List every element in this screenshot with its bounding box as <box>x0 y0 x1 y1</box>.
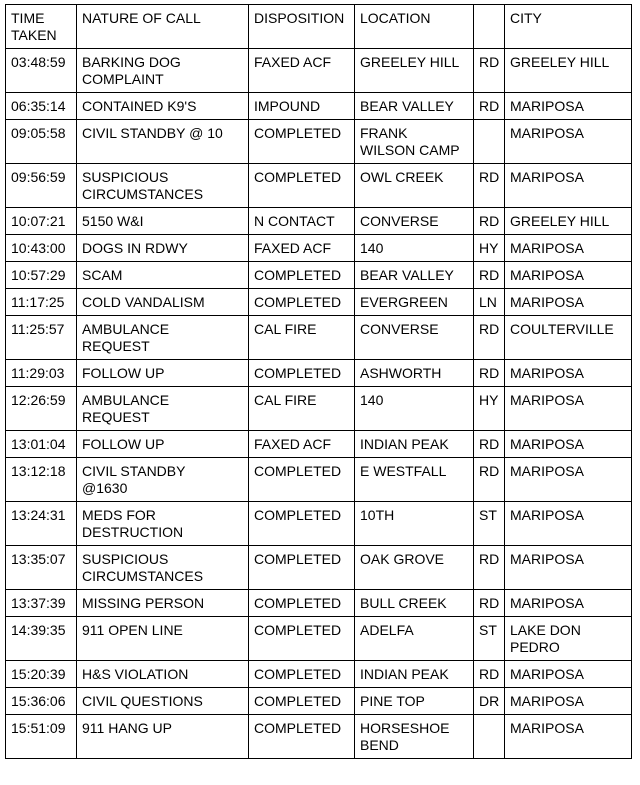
cell-location: GREELEY HILL <box>355 49 474 93</box>
cell-nature-of-call: CONTAINED K9'S <box>77 93 249 120</box>
cell-nature-of-call: FOLLOW UP <box>77 431 249 458</box>
table-header <box>6 5 632 49</box>
cell-street-suffix <box>474 715 505 759</box>
table-row <box>6 502 632 546</box>
cell-street-suffix: RD <box>474 431 505 458</box>
cell-time-taken: 11:17:25 <box>6 289 77 316</box>
cell-disposition: COMPLETED <box>249 458 355 502</box>
cell-location: BEAR VALLEY <box>355 262 474 289</box>
cell-nature-of-call: COLD VANDALISM <box>77 289 249 316</box>
cell-nature-of-call: DOGS IN RDWY <box>77 235 249 262</box>
cell-street-suffix: ST <box>474 502 505 546</box>
cell-disposition: COMPLETED <box>249 120 355 164</box>
cell-location: CONVERSE <box>355 316 474 360</box>
table-body <box>6 49 632 759</box>
cell-time-taken: 15:36:06 <box>6 688 77 715</box>
cell-nature-of-call: AMBULANCE REQUEST <box>77 387 249 431</box>
cell-city: MARIPOSA <box>505 546 632 590</box>
table-row <box>6 262 632 289</box>
table-row <box>6 316 632 360</box>
cell-nature-of-call: 911 HANG UP <box>77 715 249 759</box>
cell-street-suffix: RD <box>474 164 505 208</box>
cell-street-suffix: HY <box>474 387 505 431</box>
cell-location: INDIAN PEAK <box>355 431 474 458</box>
cell-time-taken: 13:24:31 <box>6 502 77 546</box>
cell-street-suffix: RD <box>474 49 505 93</box>
cell-disposition: COMPLETED <box>249 502 355 546</box>
cell-nature-of-call: SCAM <box>77 262 249 289</box>
cell-disposition: FAXED ACF <box>249 431 355 458</box>
header-location: LOCATION <box>355 5 474 49</box>
cell-location: PINE TOP <box>355 688 474 715</box>
table-row <box>6 688 632 715</box>
cell-time-taken: 13:12:18 <box>6 458 77 502</box>
cell-street-suffix: RD <box>474 546 505 590</box>
cell-nature-of-call: AMBULANCE REQUEST <box>77 316 249 360</box>
cell-disposition: COMPLETED <box>249 289 355 316</box>
cell-location: BULL CREEK <box>355 590 474 617</box>
cell-city: MARIPOSA <box>505 688 632 715</box>
cell-location: FRANK WILSON CAMP <box>355 120 474 164</box>
cell-street-suffix: ST <box>474 617 505 661</box>
cell-time-taken: 03:48:59 <box>6 49 77 93</box>
call-log-table <box>5 4 632 759</box>
cell-disposition: IMPOUND <box>249 93 355 120</box>
cell-nature-of-call: 911 OPEN LINE <box>77 617 249 661</box>
cell-location: ASHWORTH <box>355 360 474 387</box>
table-row <box>6 235 632 262</box>
cell-city: LAKE DON PEDRO <box>505 617 632 661</box>
cell-street-suffix: DR <box>474 688 505 715</box>
cell-city: MARIPOSA <box>505 120 632 164</box>
cell-city: MARIPOSA <box>505 661 632 688</box>
cell-disposition: COMPLETED <box>249 617 355 661</box>
cell-city: MARIPOSA <box>505 715 632 759</box>
cell-time-taken: 13:01:04 <box>6 431 77 458</box>
cell-city: MARIPOSA <box>505 590 632 617</box>
cell-nature-of-call: CIVIL QUESTIONS <box>77 688 249 715</box>
cell-location: EVERGREEN <box>355 289 474 316</box>
cell-street-suffix: RD <box>474 360 505 387</box>
cell-city: MARIPOSA <box>505 164 632 208</box>
cell-location: CONVERSE <box>355 208 474 235</box>
cell-disposition: COMPLETED <box>249 546 355 590</box>
cell-city: MARIPOSA <box>505 502 632 546</box>
table-row <box>6 715 632 759</box>
cell-disposition: FAXED ACF <box>249 235 355 262</box>
cell-time-taken: 11:29:03 <box>6 360 77 387</box>
cell-city: MARIPOSA <box>505 93 632 120</box>
cell-street-suffix: RD <box>474 93 505 120</box>
cell-city: MARIPOSA <box>505 387 632 431</box>
table-row <box>6 387 632 431</box>
cell-street-suffix: HY <box>474 235 505 262</box>
cell-nature-of-call: H&S VIOLATION <box>77 661 249 688</box>
cell-time-taken: 14:39:35 <box>6 617 77 661</box>
cell-disposition: CAL FIRE <box>249 387 355 431</box>
cell-street-suffix <box>474 120 505 164</box>
cell-nature-of-call: MISSING PERSON <box>77 590 249 617</box>
cell-city: MARIPOSA <box>505 289 632 316</box>
cell-location: 140 <box>355 387 474 431</box>
cell-location: OWL CREEK <box>355 164 474 208</box>
table-row <box>6 93 632 120</box>
cell-time-taken: 09:05:58 <box>6 120 77 164</box>
header-disposition: DISPOSITION <box>249 5 355 49</box>
table-row <box>6 164 632 208</box>
cell-location: INDIAN PEAK <box>355 661 474 688</box>
cell-city: COULTERVILLE <box>505 316 632 360</box>
header-nature-of-call: NATURE OF CALL <box>77 5 249 49</box>
header-city: CITY <box>505 5 632 49</box>
cell-time-taken: 10:07:21 <box>6 208 77 235</box>
cell-time-taken: 11:25:57 <box>6 316 77 360</box>
cell-disposition: COMPLETED <box>249 262 355 289</box>
header-row <box>6 5 632 49</box>
cell-time-taken: 15:20:39 <box>6 661 77 688</box>
header-time-taken: TIME TAKEN <box>6 5 77 49</box>
cell-disposition: CAL FIRE <box>249 316 355 360</box>
cell-street-suffix: LN <box>474 289 505 316</box>
cell-disposition: COMPLETED <box>249 688 355 715</box>
cell-city: MARIPOSA <box>505 458 632 502</box>
cell-nature-of-call: MEDS FOR DESTRUCTION <box>77 502 249 546</box>
table-row <box>6 431 632 458</box>
cell-city: MARIPOSA <box>505 235 632 262</box>
cell-time-taken: 12:26:59 <box>6 387 77 431</box>
cell-time-taken: 06:35:14 <box>6 93 77 120</box>
cell-time-taken: 15:51:09 <box>6 715 77 759</box>
cell-location: 140 <box>355 235 474 262</box>
table-row <box>6 289 632 316</box>
cell-location: BEAR VALLEY <box>355 93 474 120</box>
table-row <box>6 661 632 688</box>
cell-street-suffix: RD <box>474 316 505 360</box>
cell-street-suffix: RD <box>474 458 505 502</box>
cell-city: MARIPOSA <box>505 431 632 458</box>
cell-city: MARIPOSA <box>505 262 632 289</box>
cell-location: 10TH <box>355 502 474 546</box>
cell-city: MARIPOSA <box>505 360 632 387</box>
cell-city: GREELEY HILL <box>505 49 632 93</box>
cell-disposition: COMPLETED <box>249 164 355 208</box>
table-row <box>6 120 632 164</box>
cell-disposition: COMPLETED <box>249 590 355 617</box>
cell-city: GREELEY HILL <box>505 208 632 235</box>
cell-time-taken: 09:56:59 <box>6 164 77 208</box>
cell-street-suffix: RD <box>474 661 505 688</box>
cell-time-taken: 10:57:29 <box>6 262 77 289</box>
cell-disposition: COMPLETED <box>249 661 355 688</box>
table-row <box>6 458 632 502</box>
cell-location: ADELFA <box>355 617 474 661</box>
cell-street-suffix: RD <box>474 262 505 289</box>
cell-nature-of-call: 5150 W&I <box>77 208 249 235</box>
cell-disposition: N CONTACT <box>249 208 355 235</box>
cell-street-suffix: RD <box>474 208 505 235</box>
cell-time-taken: 13:35:07 <box>6 546 77 590</box>
table-row <box>6 208 632 235</box>
table-row <box>6 49 632 93</box>
cell-time-taken: 13:37:39 <box>6 590 77 617</box>
table-row <box>6 546 632 590</box>
cell-nature-of-call: BARKING DOG COMPLAINT <box>77 49 249 93</box>
cell-nature-of-call: CIVIL STANDBY @ 10 <box>77 120 249 164</box>
cell-location: OAK GROVE <box>355 546 474 590</box>
cell-location: HORSESHOE BEND <box>355 715 474 759</box>
cell-time-taken: 10:43:00 <box>6 235 77 262</box>
cell-disposition: COMPLETED <box>249 360 355 387</box>
cell-disposition: COMPLETED <box>249 715 355 759</box>
cell-disposition: FAXED ACF <box>249 49 355 93</box>
cell-nature-of-call: CIVIL STANDBY @1630 <box>77 458 249 502</box>
cell-nature-of-call: SUSPICIOUS CIRCUMSTANCES <box>77 164 249 208</box>
cell-street-suffix: RD <box>474 590 505 617</box>
cell-nature-of-call: FOLLOW UP <box>77 360 249 387</box>
table-row <box>6 360 632 387</box>
table-row <box>6 590 632 617</box>
table-row <box>6 617 632 661</box>
cell-nature-of-call: SUSPICIOUS CIRCUMSTANCES <box>77 546 249 590</box>
header-street-suffix <box>474 5 505 49</box>
cell-location: E WESTFALL <box>355 458 474 502</box>
